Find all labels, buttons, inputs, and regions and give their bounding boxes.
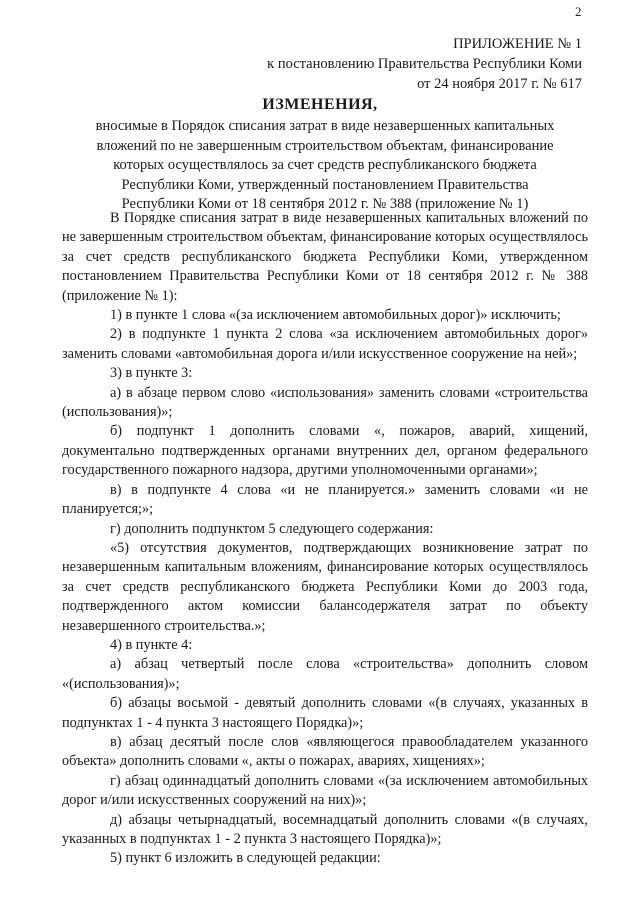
item-4v: в) абзац десятый после слов «являющегося правообладателем указанного объекта» дополнить словами «, акты о пожарах, авариях, хищениях»; — [62, 733, 588, 770]
document-title: ИЗМЕНЕНИЯ, — [262, 96, 378, 113]
appendix-header — [267, 34, 582, 94]
item-4a: а) абзац четвертый после слова «строительства» дополнить словом «(использования)»; — [62, 656, 588, 692]
item-3g-text: «5) отсутствия документов, подтверждающих возникновение затрат по незавершенным капитальным вложениям, финансирование которых осуществлялось за счет средств республиканского бюджета Республики Коми до 2003 года, подтвержденного актом комиссии балансодержателя затрат по объекту незавершенного строительства.»; — [62, 539, 588, 634]
item-4b: б) абзацы восьмой - девятый дополнить словами «(в случаях, указанных в подпунктах 1 - 4 пункта 3 настоящего Порядка)»; — [62, 695, 588, 731]
item-5: 5) пункт 6 изложить в следующей редакции: — [110, 850, 381, 867]
item-4d: д) абзацы четырнадцатый, восемнадцатый дополнить словами «(в случаях, указанных в подпунктах 1 - 2 пункта 3 настоящего Порядка)»; — [62, 811, 588, 847]
item-3v: в) в подпункте 4 слова «и не планируется.» заменить словами «и не планируется;»; — [62, 481, 588, 518]
subtitle-line: Республики Коми от 18 сентября 2012 г. № 388 (приложение № 1) — [121, 196, 529, 213]
item-3a: а) в абзаце первом слово «использования» заменить словами «строительства (использования)»; — [62, 384, 588, 421]
item-1: 1) в пункте 1 слова «(за исключением автомобильных дорог)» исключить; — [110, 307, 561, 324]
document-subtitle — [60, 117, 590, 215]
appendix-date: от 24 ноября 2017 г. № 617 — [417, 76, 582, 92]
appendix-resolution-ref: к постановлению Правительства Республики Коми — [267, 56, 582, 72]
subtitle-line: которых осуществлялось за счет средств республиканского бюджета — [113, 157, 537, 174]
appendix-label: ПРИЛОЖЕНИЕ № 1 — [453, 36, 582, 52]
page-number: 2 — [575, 4, 582, 19]
intro-paragraph: В Порядке списания затрат в виде незавершенных капитальных вложений по не завершенным строительством объектам, финансирование которых осуществлялось за счет средств республиканского бюджета Республики Коми, утвержденном постановлением Правительства Республики Коми от 18 сентября 2012 г. № 388 (приложение № 1): — [62, 210, 588, 304]
document-body — [62, 209, 588, 869]
subtitle-line: вносимые в Порядок списания затрат в виде незавершенных капитальных — [95, 118, 555, 134]
item-4g: г) абзац одиннадцатый дополнить словами «(за исключением автомобильных дорог и/или искусственных сооружений на них)»; — [62, 772, 588, 809]
item-3: 3) в пункте 3: — [110, 365, 193, 382]
item-3b: б) подпункт 1 дополнить словами «, пожаров, аварий, хищений, документально подтвержденных органами внутренних дел, органом федерального государственного пожарного надзора, другими уполномоченными органами»; — [62, 423, 588, 479]
subtitle-line: вложений по не завершенным строительством объектам, финансирование — [96, 137, 554, 154]
subtitle-line: Республики Коми, утвержденный постановлением Правительства — [121, 176, 529, 193]
item-4: 4) в пункте 4: — [110, 636, 193, 653]
item-2: 2) в подпункте 1 пункта 2 слова «за исключением автомобильных дорог» заменить словами «автомобильная дорога и/или искусственное сооружение на ней»; — [62, 326, 588, 362]
item-3g: г) дополнить подпунктом 5 следующего содержания: — [110, 520, 434, 537]
